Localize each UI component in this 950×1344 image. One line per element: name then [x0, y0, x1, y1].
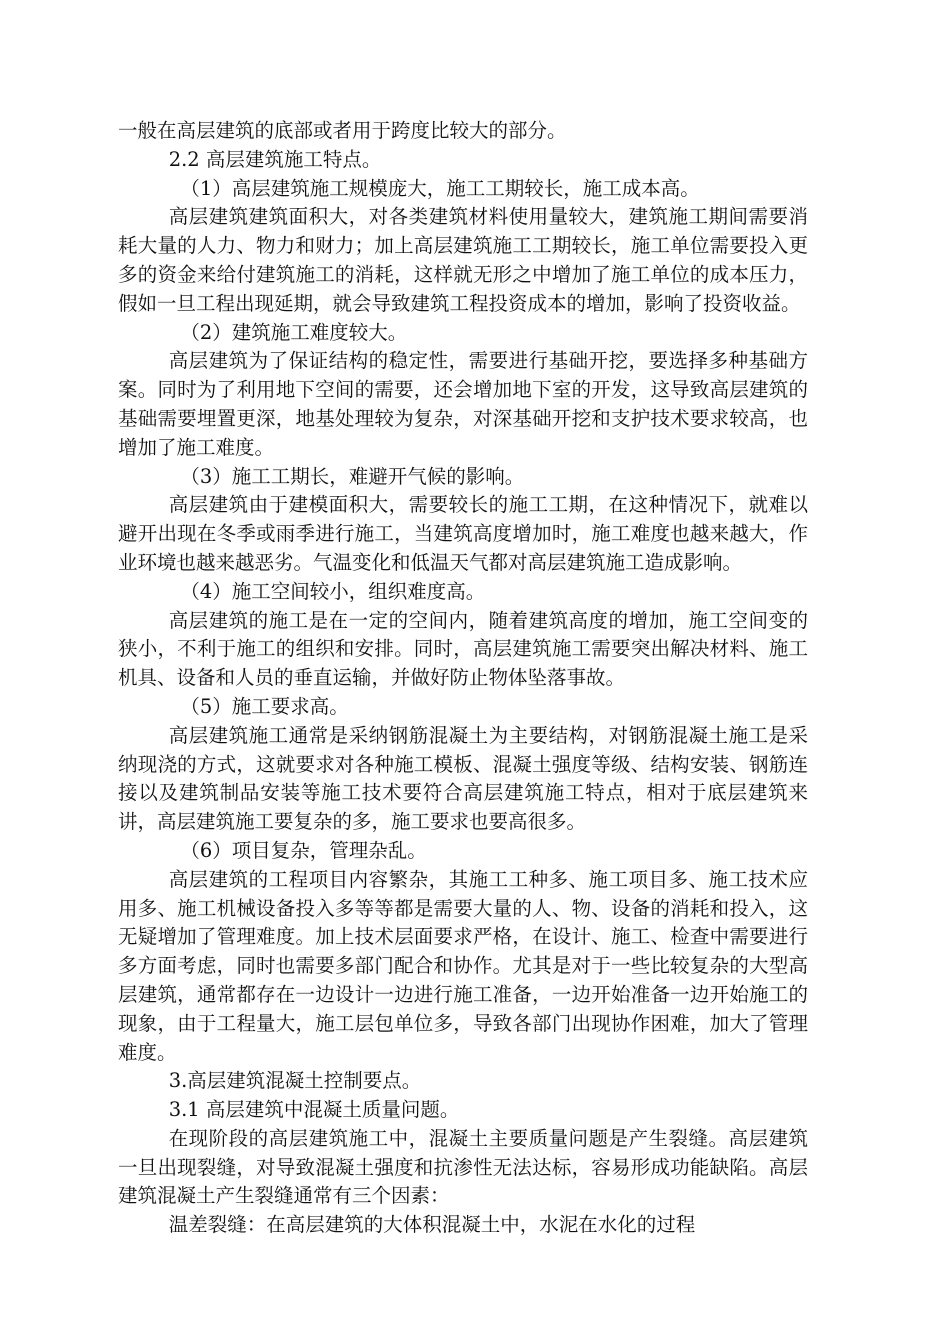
body-paragraph: 在现阶段的高层建筑施工中，混凝土主要质量问题是产生裂缝。高层建筑一旦出现裂缝，对导致混凝土强度和抗渗性无法达标，容易形成功能缺陷。高层建筑混凝土产生裂缝通常有三个因素：	[118, 1126, 808, 1208]
list-item-5: （5）施工要求高。	[180, 694, 349, 718]
document-body	[118, 117, 808, 1240]
body-paragraph: 温差裂缝：在高层建筑的大体积混凝土中，水泥在水化的过程	[168, 1213, 696, 1237]
list-item-3: （3）施工工期长，难避开气候的影响。	[180, 464, 525, 488]
body-paragraph: 高层建筑施工通常是采纳钢筋混凝土为主要结构，对钢筋混凝土施工是采纳现浇的方式，这就要求对各种施工模板、混凝土强度等级、结构安装、钢筋连接以及建筑制品安装等施工技术要符合高层建筑施工特点，相对于底层建筑来讲，高层建筑施工要复杂的多，施工要求也要高很多。	[118, 723, 808, 834]
paragraph-continuation: 一般在高层建筑的底部或者用于跨度比较大的部分。	[118, 119, 567, 142]
list-item-1: （1）高层建筑施工规模庞大，施工工期较长，施工成本高。	[180, 176, 700, 200]
section-heading-3: 3.高层建筑混凝土控制要点。	[168, 1069, 422, 1093]
list-item-4: （4）施工空间较小，组织难度高。	[180, 579, 486, 603]
body-paragraph: 高层建筑由于建模面积大，需要较长的施工工期，在这种情况下，就难以避开出现在冬季或雨季进行施工，当建筑高度增加时，施工难度也越来越大，作业环境也越来越恶劣。气温变化和低温天气都对高层建筑施工造成影响。	[118, 493, 808, 574]
section-heading-2-2: 2.2 高层建筑施工特点。	[168, 147, 382, 171]
body-paragraph: 高层建筑为了保证结构的稳定性，需要进行基础开挖，要选择多种基础方案。同时为了利用地下空间的需要，还会增加地下室的开发，这导致高层建筑的基础需要埋置更深，地基处理较为复杂，对深基础开挖和支护技术要求较高，也增加了施工难度。	[118, 349, 808, 459]
list-item-2: （2）建筑施工难度较大。	[180, 320, 408, 344]
body-paragraph: 高层建筑的施工是在一定的空间内，随着建筑高度的增加，施工空间变的狭小，不利于施工的组织和安排。同时，高层建筑施工需要突出解决材料、施工机具、设备和人员的垂直运输，并做好防止物体坠落事故。	[118, 608, 808, 690]
list-item-6: （6）项目复杂，管理杂乱。	[180, 838, 427, 862]
body-paragraph: 高层建筑建筑面积大，对各类建筑材料使用量较大，建筑施工期间需要消耗大量的人力、物力和财力；加上高层建筑施工工期较长，施工单位需要投入更多的资金来给付建筑施工的消耗，这样就无形之中增加了施工单位的成本压力，假如一旦工程出现延期，就会导致建筑工程投资成本的增加，影响了投资收益。	[118, 205, 808, 315]
body-paragraph: 高层建筑的工程项目内容繁杂，其施工工种多、施工项目多、施工技术应用多、施工机械设备投入多等等都是需要大量的人、物、设备的消耗和投入，这无疑增加了管理难度。加上技术层面要求严格，在设计、施工、检查中需要进行多方面考虑，同时也需要多部门配合和协作。尤其是对于一些比较复杂的大型高层建筑，通常都存在一边设计一边进行施工准备，一边开始准备一边开始施工的现象，由于工程量大，施工层包单位多，导致各部门出现协作困难，加大了管理难度。	[118, 867, 808, 1064]
section-heading-3-1: 3.1 高层建筑中混凝土质量问题。	[168, 1098, 460, 1122]
